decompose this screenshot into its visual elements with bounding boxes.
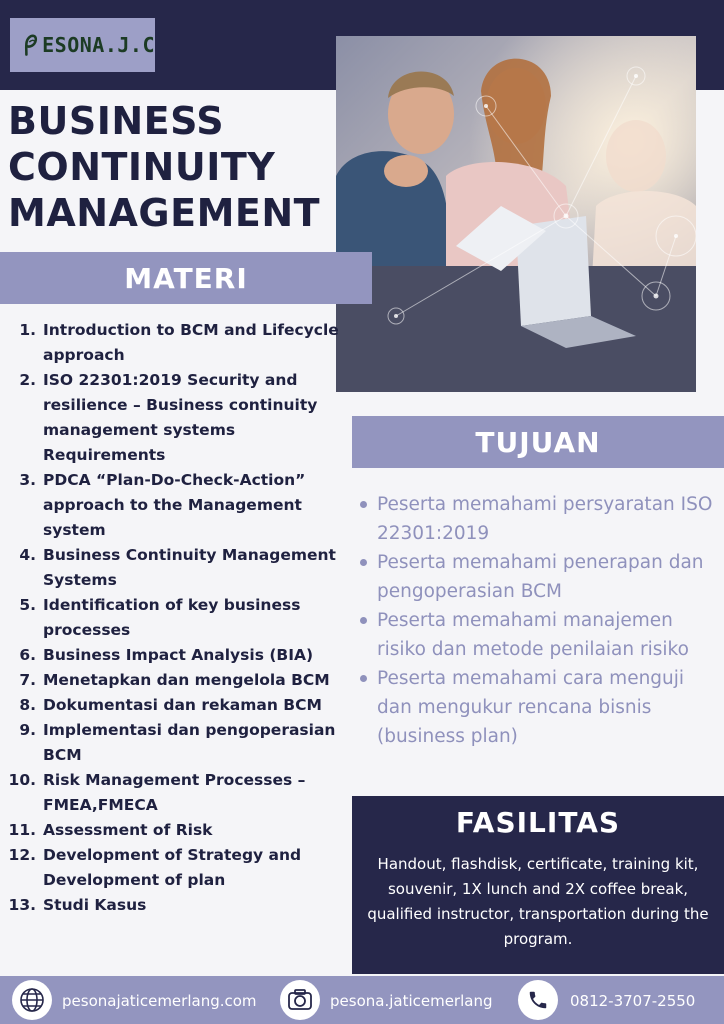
phone-icon xyxy=(518,980,558,1020)
materi-item xyxy=(20,468,345,543)
materi-item-number: 4. xyxy=(19,546,36,564)
tujuan-item: Peserta memahami persyaratan ISO 22301:2019 xyxy=(358,490,718,548)
materi-item-text: Introduction to BCM and Lifecycle approach xyxy=(43,321,339,364)
materi-item-text: Menetapkan dan mengelola BCM xyxy=(43,671,330,689)
materi-item-text: Development of Strategy and Development of plan xyxy=(43,846,302,889)
materi-item-text: Identification of key business processes xyxy=(43,596,301,639)
fasilitas-text: Handout, flashdisk, certificate, training kit, souvenir, 1X lunch and 2X coffee break, qualified instructor, transportation during the program. xyxy=(367,855,709,948)
tujuan-item: Peserta memahami cara menguji dan mengukur rencana bisnis (business plan) xyxy=(358,664,718,751)
materi-item xyxy=(20,318,345,368)
title-line-2: CONTINUITY xyxy=(8,145,276,189)
materi-item xyxy=(8,818,345,843)
fasilitas-heading: FASILITAS xyxy=(455,806,621,839)
materi-item-number: 1. xyxy=(19,321,36,339)
materi-item-text: Implementasi dan pengoperasian BCM xyxy=(43,721,336,764)
hero-photo xyxy=(336,36,696,392)
materi-item-number: 3. xyxy=(19,471,36,489)
materi-item xyxy=(20,368,345,468)
materi-list xyxy=(8,318,345,918)
materi-item-text: Studi Kasus xyxy=(43,896,147,914)
materi-item-number: 6. xyxy=(19,646,36,664)
materi-item-number: 7. xyxy=(19,671,36,689)
tujuan-item: Peserta memahami manajemen risiko dan metode penilaian risiko xyxy=(358,606,718,664)
materi-item xyxy=(8,768,345,818)
materi-item-number: 5. xyxy=(19,596,36,614)
tujuan-heading-bar xyxy=(352,416,724,468)
camera-icon xyxy=(280,980,320,1020)
materi-item xyxy=(20,593,345,643)
materi-item-number: 13. xyxy=(8,896,36,914)
materi-item xyxy=(8,893,345,918)
title-line-1: BUSINESS xyxy=(8,99,225,143)
materi-heading: MATERI xyxy=(124,261,248,295)
page-title xyxy=(8,98,338,236)
leaf-p-logo-icon xyxy=(22,30,38,60)
materi-item-text: Business Continuity Management Systems xyxy=(43,546,336,589)
materi-item-number: 8. xyxy=(19,696,36,714)
materi-item xyxy=(20,718,345,768)
tujuan-heading: TUJUAN xyxy=(475,425,601,459)
tujuan-list xyxy=(358,490,718,751)
materi-item-number: 11. xyxy=(8,821,36,839)
materi-item-number: 10. xyxy=(8,771,36,789)
materi-item-text: Business Impact Analysis (BIA) xyxy=(43,646,314,664)
title-line-3: MANAGEMENT xyxy=(8,191,321,235)
materi-item-number: 2. xyxy=(19,371,36,389)
materi-item-number: 12. xyxy=(8,846,36,864)
footer-phone[interactable]: 0812-3707-2550 xyxy=(570,992,696,1010)
materi-heading-bar xyxy=(0,252,372,304)
footer-instagram[interactable]: pesona.jaticemerlang xyxy=(330,992,493,1010)
materi-item xyxy=(20,643,345,668)
materi-item-text: Risk Management Processes – FMEA,FMECA xyxy=(43,771,306,814)
materi-item xyxy=(20,693,345,718)
tujuan-item: Peserta memahami penerapan dan pengoperasian BCM xyxy=(358,548,718,606)
logo xyxy=(10,18,155,72)
materi-item xyxy=(20,543,345,593)
logo-text: ESONA.J.C xyxy=(42,33,155,57)
globe-icon xyxy=(12,980,52,1020)
materi-item-text: ISO 22301:2019 Security and resilience – Business continuity management systems Requirements xyxy=(43,371,318,464)
materi-item-number: 9. xyxy=(19,721,36,739)
materi-item xyxy=(20,668,345,693)
materi-item-text: Assessment of Risk xyxy=(43,821,213,839)
footer-website[interactable]: pesonajaticemerlang.com xyxy=(62,992,257,1010)
materi-item-text: Dokumentasi dan rekaman BCM xyxy=(43,696,322,714)
materi-item-text: PDCA “Plan-Do-Check-Action” approach to the Management system xyxy=(43,471,306,539)
materi-item xyxy=(8,843,345,893)
